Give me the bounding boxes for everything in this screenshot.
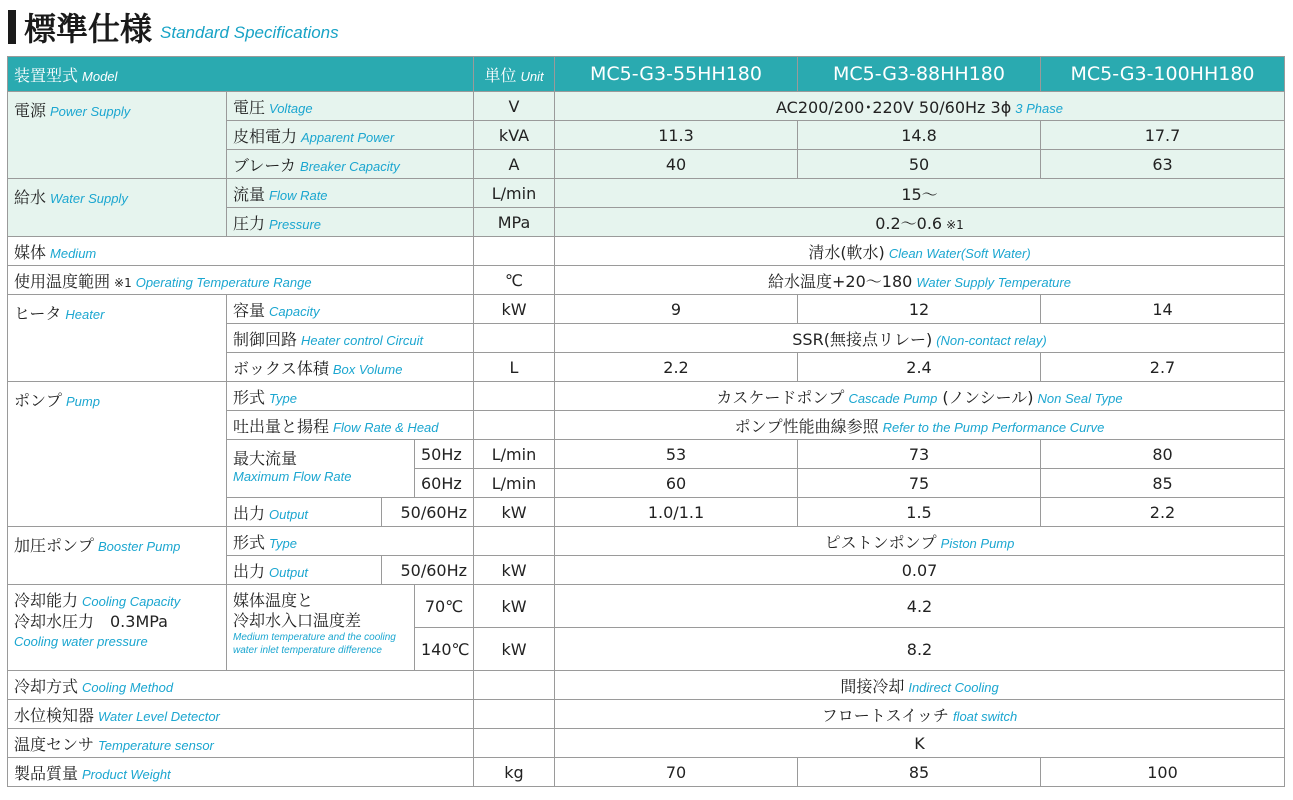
voltage-unit: V [474, 92, 555, 121]
power-label: 電源 Power Supply [8, 92, 227, 179]
weight-unit: kg [474, 758, 555, 787]
box-volume-2: 2.4 [798, 353, 1041, 382]
table-row [8, 92, 1285, 121]
booster-output-label: 出力 Output [227, 556, 382, 585]
booster-output-hz: 50/60Hz [382, 556, 474, 585]
breaker-value-1: 40 [555, 150, 798, 179]
box-volume-1: 2.2 [555, 353, 798, 382]
table-row [8, 585, 1285, 628]
cooling-method-unit [474, 671, 555, 700]
max-flow-50-unit: L/min [474, 440, 555, 469]
flow-unit: L/min [474, 179, 555, 208]
weight-1: 70 [555, 758, 798, 787]
max-flow-label: 最大流量 Maximum Flow Rate [227, 440, 415, 498]
model-2: MC5-G3-88HH180 [798, 57, 1041, 92]
booster-type-unit [474, 527, 555, 556]
booster-label: 加圧ポンプ Booster Pump [8, 527, 227, 585]
voltage-value: AC200/200･220V 50/60Hz 3ϕ 3 Phase [555, 92, 1285, 121]
title-marker [8, 10, 16, 44]
page-title [8, 6, 339, 48]
medium-label: 媒体 Medium [8, 237, 474, 266]
level-detector-label: 水位検知器 Water Level Detector [8, 700, 474, 729]
apparent-value-1: 11.3 [555, 121, 798, 150]
heater-capacity-3: 14 [1041, 295, 1285, 324]
pressure-unit: MPa [474, 208, 555, 237]
apparent-unit: kVA [474, 121, 555, 150]
level-detector-value: フロートスイッチ float switch [555, 700, 1285, 729]
pump-label: ポンプ Pump [8, 382, 227, 527]
table-row [8, 382, 1285, 411]
booster-output-unit: kW [474, 556, 555, 585]
temp-sensor-value: K [555, 729, 1285, 758]
flow-value: 15～ [555, 179, 1285, 208]
pump-head-value: ポンプ性能曲線参照 Refer to the Pump Performance Curve [555, 411, 1285, 440]
max-flow-50-3: 80 [1041, 440, 1285, 469]
pump-head-label: 吐出量と揚程 Flow Rate & Head [227, 411, 474, 440]
table-row [8, 758, 1285, 787]
unit-header: 単位 Unit [474, 57, 555, 92]
heater-capacity-1: 9 [555, 295, 798, 324]
table-row [8, 295, 1285, 324]
temp-range-value: 給水温度+20～180 Water Supply Temperature [555, 266, 1285, 295]
title-en: Standard Specifications [160, 23, 339, 42]
t140-value: 8.2 [555, 628, 1285, 671]
cooling-method-value: 間接冷却 Indirect Cooling [555, 671, 1285, 700]
pump-type-value: カスケードポンプ Cascade Pump (ノンシール) Non Seal Type [555, 382, 1285, 411]
pump-output-label: 出力 Output [227, 498, 382, 527]
hz60-label: 60Hz [415, 469, 474, 498]
temp-range-label: 使用温度範囲 ※1 Operating Temperature Range [8, 266, 474, 295]
breaker-value-2: 50 [798, 150, 1041, 179]
pressure-label: 圧力 Pressure [227, 208, 474, 237]
max-flow-60-1: 60 [555, 469, 798, 498]
t70-label: 70℃ [415, 585, 474, 628]
water-label: 給水 Water Supply [8, 179, 227, 237]
t70-unit: kW [474, 585, 555, 628]
table-row [8, 671, 1285, 700]
weight-2: 85 [798, 758, 1041, 787]
pump-output-1: 1.0/1.1 [555, 498, 798, 527]
apparent-value-3: 17.7 [1041, 121, 1285, 150]
pump-head-unit [474, 411, 555, 440]
pump-output-unit: kW [474, 498, 555, 527]
table-row [8, 700, 1285, 729]
apparent-value-2: 14.8 [798, 121, 1041, 150]
heater-circuit-unit [474, 324, 555, 353]
table-row [8, 237, 1285, 266]
medium-unit [474, 237, 555, 266]
model-header: 装置型式 Model [8, 57, 474, 92]
t140-unit: kW [474, 628, 555, 671]
cooling-capacity-label: 冷却能力 Cooling Capacity 冷却水圧力 0.3MPa Cooling water pressure [8, 585, 227, 671]
temp-diff-label: 媒体温度と 冷却水入口温度差 Medium temperature and the cooling water inlet temperature difference [227, 585, 415, 671]
pump-type-unit [474, 382, 555, 411]
heater-capacity-label: 容量 Capacity [227, 295, 474, 324]
cooling-method-label: 冷却方式 Cooling Method [8, 671, 474, 700]
model-3: MC5-G3-100HH180 [1041, 57, 1285, 92]
pump-output-2: 1.5 [798, 498, 1041, 527]
hz50-label: 50Hz [415, 440, 474, 469]
weight-3: 100 [1041, 758, 1285, 787]
model-1: MC5-G3-55HH180 [555, 57, 798, 92]
box-volume-label: ボックス体積 Box Volume [227, 353, 474, 382]
pump-output-3: 2.2 [1041, 498, 1285, 527]
max-flow-50-1: 53 [555, 440, 798, 469]
weight-label: 製品質量 Product Weight [8, 758, 474, 787]
temp-sensor-label: 温度センサ Temperature sensor [8, 729, 474, 758]
box-volume-3: 2.7 [1041, 353, 1285, 382]
table-row [8, 179, 1285, 208]
pump-output-hz: 50/60Hz [382, 498, 474, 527]
level-detector-unit [474, 700, 555, 729]
table-row [8, 729, 1285, 758]
title-jp: 標準仕様 [24, 10, 153, 48]
heater-label: ヒータ Heater [8, 295, 227, 382]
heater-circuit-value: SSR(無接点リレー) (Non-contact relay) [555, 324, 1285, 353]
booster-type-label: 形式 Type [227, 527, 474, 556]
header-row [8, 57, 1285, 92]
max-flow-60-3: 85 [1041, 469, 1285, 498]
table-row [8, 527, 1285, 556]
breaker-label: ブレーカ Breaker Capacity [227, 150, 474, 179]
breaker-value-3: 63 [1041, 150, 1285, 179]
pressure-value: 0.2～0.6 ※1 [555, 208, 1285, 237]
temp-range-unit: ℃ [474, 266, 555, 295]
t70-value: 4.2 [555, 585, 1285, 628]
temp-sensor-unit [474, 729, 555, 758]
max-flow-60-2: 75 [798, 469, 1041, 498]
box-volume-unit: L [474, 353, 555, 382]
max-flow-60-unit: L/min [474, 469, 555, 498]
flow-label: 流量 Flow Rate [227, 179, 474, 208]
apparent-label: 皮相電力 Apparent Power [227, 121, 474, 150]
spec-table [7, 56, 1285, 787]
voltage-label: 電圧 Voltage [227, 92, 474, 121]
table-row [8, 266, 1285, 295]
booster-type-value: ピストンポンプ Piston Pump [555, 527, 1285, 556]
heater-capacity-unit: kW [474, 295, 555, 324]
heater-capacity-2: 12 [798, 295, 1041, 324]
booster-output-value: 0.07 [555, 556, 1285, 585]
breaker-unit: A [474, 150, 555, 179]
max-flow-50-2: 73 [798, 440, 1041, 469]
t140-label: 140℃ [415, 628, 474, 671]
heater-circuit-label: 制御回路 Heater control Circuit [227, 324, 474, 353]
medium-value: 清水(軟水) Clean Water(Soft Water) [555, 237, 1285, 266]
pump-type-label: 形式 Type [227, 382, 474, 411]
